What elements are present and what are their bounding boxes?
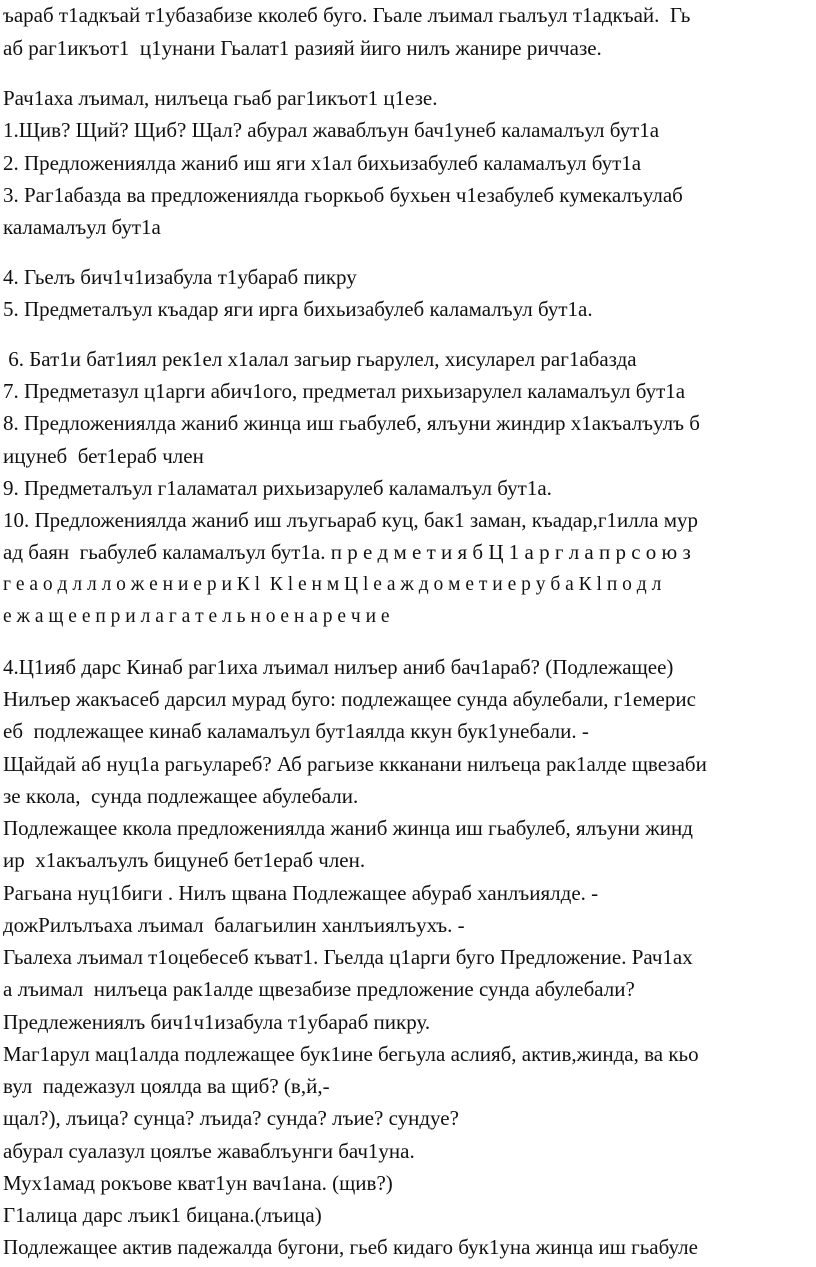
text-line: 3. Раг1абазда ва предложениялда гьоркьоб бухьен ч1езабулеб кумекалъулаб: [3, 183, 683, 207]
text-line: 4. Гьелъ бич1ч1изабула т1убараб пикру: [3, 265, 357, 289]
text-line: а лъимал нилъеца рак1алде щвезабизе предложение сунда абулебали?: [3, 977, 635, 1001]
text-line: ад баян гьабулеб каламалъул бут1а. п р е д м е т и я б Ц 1 а р г л а п р с о ю з: [3, 540, 691, 564]
text-line: 2. Предложениялда жаниб иш яги х1ал бихьизабулеб каламалъул бут1а: [3, 151, 642, 175]
text-line: аб раг1икъот1 ц1унани Гьалат1 разияй йиго нилъ жанире риччазе.: [3, 36, 602, 60]
text-line: Рагьана нуц1биги . Нилъ щвана Подлежащее абураб ханлъиялде. -: [3, 881, 599, 905]
text-line: ир х1акъалъулъ бицунеб бет1ераб член.: [3, 848, 366, 872]
text-line: 4.Ц1ияб дарс Кинаб раг1иха лъимал нилъер аниб бач1араб? (Подлежащее): [3, 655, 674, 679]
text-line: каламалъул бут1а: [3, 215, 161, 239]
text-line: Предлежениялъ бич1ч1изабула т1убараб пикру.: [3, 1010, 431, 1034]
text-line: вул падежазул цоялда ва щиб? (в,й,-: [3, 1074, 330, 1098]
text-line: Подлежащее актив падежалда бугони, гьеб кидаго бук1уна жинца иш гьабуле: [3, 1235, 698, 1259]
text-line: 8. Предложениялда жаниб жинца иш гьабулеб, ялъуни жиндир х1акъалъулъ б: [3, 411, 700, 435]
text-line: 7. Предметазул ц1арги абич1ого, предметал рихьизарулел каламалъул бут1а: [3, 379, 686, 403]
text-line: ъараб т1адкъай т1убазабизе кколеб буго. Гьале лъимал гьалъул т1адкъай. Гь: [3, 3, 691, 27]
text-line: Г1алица дарс лъик1 бицана.(лъица): [3, 1203, 322, 1227]
text-line: Мух1амад рокъове кват1ун вач1ана. (щив?): [3, 1171, 393, 1195]
text-line: Рач1аха лъимал, нилъеца гьаб раг1икъот1 ц1езе.: [3, 86, 438, 110]
text-line: щал?), лъица? сунца? лъида? сунда? лъие? сундуе?: [3, 1106, 459, 1130]
text-line: 5. Предметалъул къадар яги ирга бихьизабулеб каламалъул бут1а.: [3, 297, 593, 321]
text-line: 9. Предметалъул г1аламатал рихьизарулеб каламалъул бут1а.: [3, 476, 552, 500]
text-line: 6. Бат1и бат1иял рек1ел х1алал загьир гьарулел, хисуларел раг1абазда: [3, 347, 637, 371]
text-line: абурал суалазул цоялъе жаваблъунги бач1уна.: [3, 1139, 415, 1163]
text-line: зе ккола, сунда подлежащее абулебали.: [3, 784, 359, 808]
text-line: 10. Предложениялда жаниб иш лъугьараб куц, бак1 заман, къадар,г1илла мур: [3, 508, 699, 532]
text-line: Подлежащее ккола предложениялда жаниб жинца иш гьабулеб, ялъуни жинд: [3, 816, 693, 840]
text-line: Щайдай аб нуц1а рагьулареб? Аб рагьизе ккканани нилъеца рак1алде щвезаби: [3, 752, 707, 776]
text-line: Гьалеха лъимал т1оцебесеб къват1. Гьелда ц1арги буго Предложение. Рач1ах: [3, 945, 693, 969]
text-line: еб подлежащее кинаб каламалъул бут1аялда ккун бук1унебали. -: [3, 719, 589, 743]
text-line: дожРилълъаха лъимал балагьилин ханлъиялъухъ. -: [3, 913, 465, 937]
text-line: 1.Щив? Щий? Щиб? Щал? абурал жаваблъун бач1унеб каламалъул бут1а: [3, 118, 660, 142]
text-line: ицунеб бет1ераб член: [3, 444, 204, 468]
text-line: Нилъер жакъасеб дарсил мурад буго: подлежащее сунда абулебали, г1емерис: [3, 687, 696, 711]
text-line: г е а о д л л л о ж е н и е р и К l К l е н м Ц l е а ж д о м е т и е р у б а К l п о д л: [3, 574, 662, 595]
text-line: Маг1арул мац1алда подлежащее бук1ине бегьула аслияб, актив,жинда, ва кьо: [3, 1042, 699, 1066]
text-line: е ж а щ е е п р и л а г а т е л ь н о е н а р е ч и е: [3, 606, 390, 627]
